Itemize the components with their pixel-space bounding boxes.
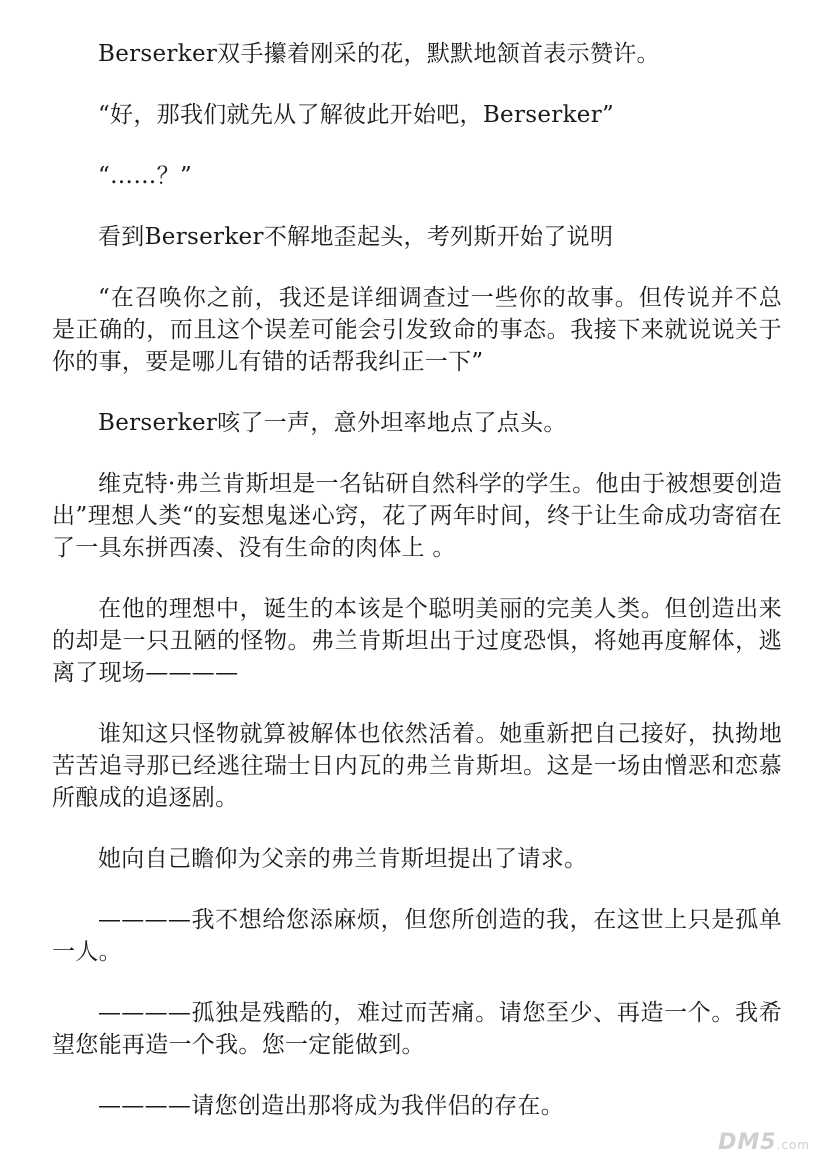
paragraph: Berserker咳了一声，意外坦率地点了点头。 bbox=[98, 410, 567, 436]
paragraph: “好，那我们就先从了解彼此开始吧，Berserker” bbox=[98, 102, 615, 128]
paragraph: “……？” bbox=[98, 163, 193, 189]
paragraph: 她向自己瞻仰为父亲的弗兰肯斯坦提出了请求。 bbox=[98, 846, 588, 872]
paragraph: 看到Berserker不解地歪起头，考列斯开始了说明 bbox=[98, 224, 614, 250]
watermark-main: DM5 bbox=[718, 1130, 777, 1155]
document-body bbox=[52, 38, 782, 1151]
paragraph: “在召唤你之前，我还是详细调查过一些你的故事。但传说并不总是正确的，而且这个误差可能会引发致命的事态。我接下来就说说关于你的事，要是哪儿有错的话帮我纠正一下” bbox=[52, 285, 782, 375]
paragraph: 维克特·弗兰肯斯坦是一名钻研自然科学的学生。他由于被想要创造出”理想人类“的妄想鬼迷心窍，花了两年时间，终于让生命成功寄宿在了一具东拼西凑、没有生命的肉体上 。 bbox=[52, 471, 782, 561]
paragraph: ————请您创造出那将成为我伴侣的存在。 bbox=[98, 1093, 564, 1119]
paragraph: ————孤独是残酷的，难过而苦痛。请您至少、再造一个。我希望您能再造一个我。您一定能做到。 bbox=[52, 1000, 782, 1058]
watermark-suffix: .com bbox=[776, 1138, 810, 1152]
watermark-logo bbox=[718, 1130, 810, 1155]
paragraph: Berserker双手攥着刚采的花，默默地颔首表示赞许。 bbox=[98, 41, 660, 67]
paragraph: 在他的理想中，诞生的本该是个聪明美丽的完美人类。但创造出来的却是一只丑陋的怪物。弗兰肯斯坦出于过度恐惧，将她再度解体，逃离了现场———— bbox=[52, 596, 782, 686]
paragraph: 谁知这只怪物就算被解体也依然活着。她重新把自己接好，执拗地苦苦追寻那已经逃往瑞士日内瓦的弗兰肯斯坦。这是一场由憎恶和恋慕所酿成的追逐剧。 bbox=[52, 721, 782, 811]
paragraph: ————我不想给您添麻烦，但您所创造的我，在这世上只是孤单一人。 bbox=[52, 907, 782, 965]
